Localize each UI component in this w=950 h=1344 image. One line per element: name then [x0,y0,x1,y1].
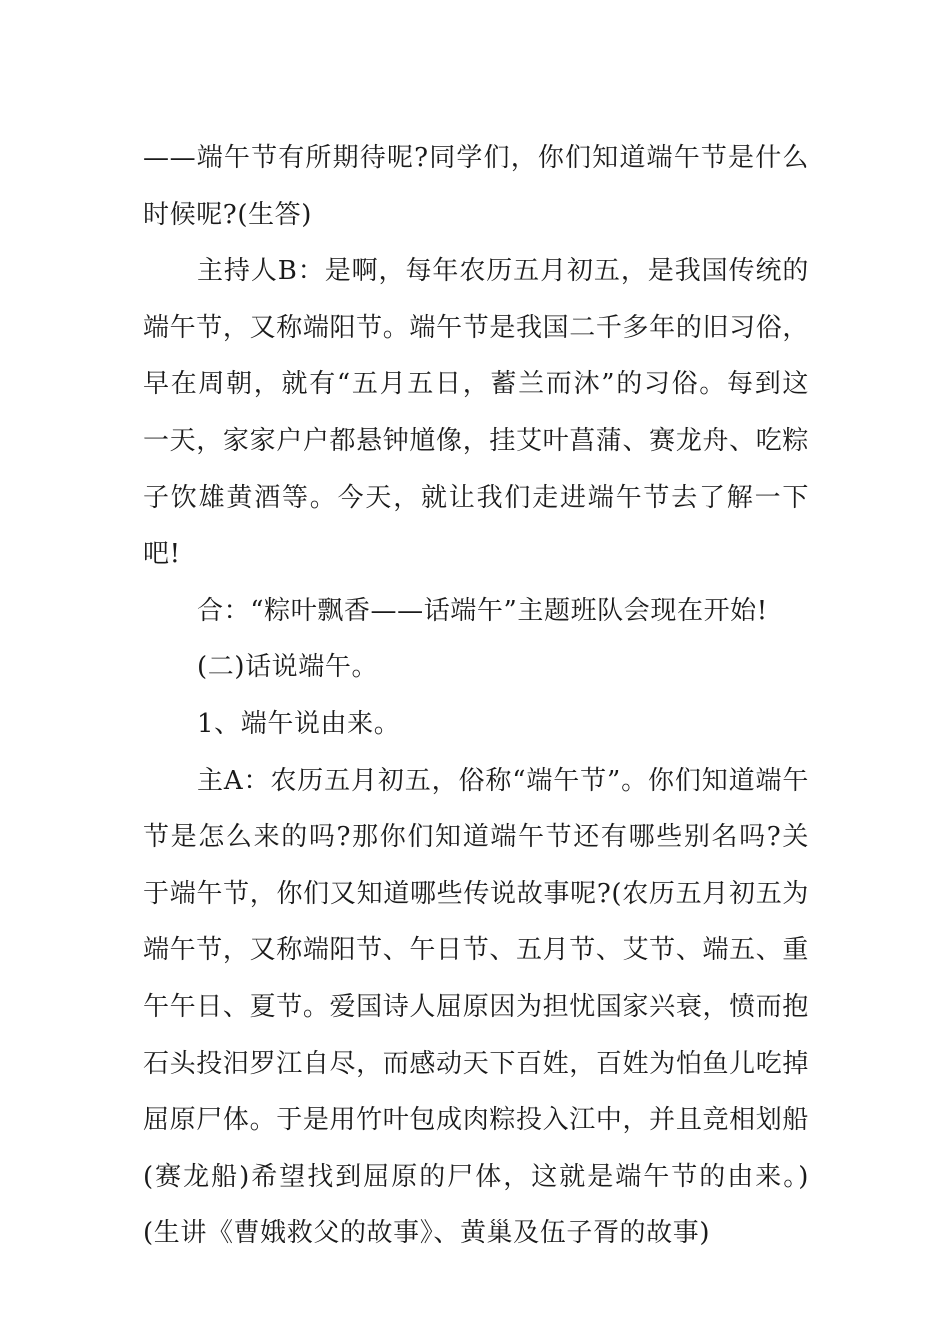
paragraph-host-a: 主A：农历五月初五，俗称“端午节”。你们知道端午节是怎么来的吗?那你们知道端午节还有哪些别名吗?关于端午节，你们又知道哪些传说故事呢?(农历五月初五为端午节，又称端阳节、午日节、五月节、艾节、端五、重午午日、夏节。爱国诗人屈原因为担忧国家兴衰，愤而抱石头投汨罗江自尽，而感动天下百姓，百姓为怕鱼儿吃掉屈原尸体。于是用竹叶包成肉粽投入江中，并且竞相划船(赛龙船)希望找到屈原的尸体，这就是端午节的由来。)(生讲《曹娥救父的故事》、黄巢及伍子胥的故事) [143,765,809,1249]
paragraph-host-b: 主持人B：是啊，每年农历五月初五，是我国传统的端午节，又称端阳节。端午节是我国二千多年的旧习俗，早在周朝，就有“五月五日，蓄兰而沐”的习俗。每到这一天，家家户户都悬钟馗像，挂艾叶菖蒲、赛龙舟、吃粽子饮雄黄酒等。今天，就让我们走进端午节去了解一下吧! [143,256,809,570]
document-body [143,130,809,1262]
subsection-heading-origin: 1、端午说由来。 [197,708,401,739]
paragraph-joint-announcement: 合：“粽叶飘香——话端午”主题班队会现在开始! [197,595,768,626]
paragraph-intro-continuation: ——端午节有所期待呢?同学们，你们知道端午节是什么时候呢?(生答) [143,143,809,230]
section-heading-talk-duanwu: (二)话说端午。 [197,652,379,683]
